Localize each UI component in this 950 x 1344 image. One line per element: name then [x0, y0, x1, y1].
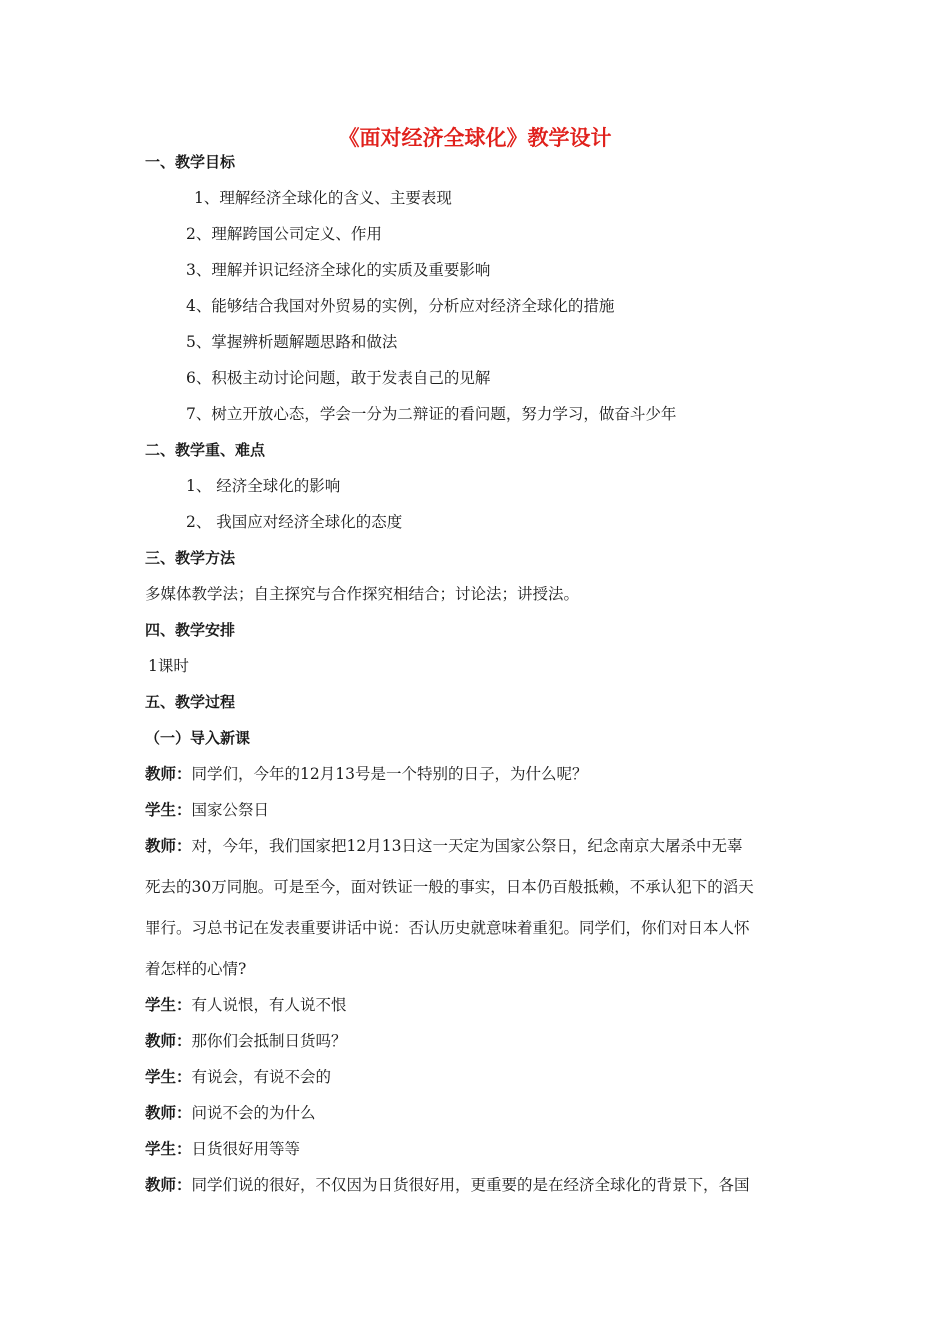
document-title: 《面对经济全球化》教学设计	[338, 126, 612, 150]
dialogue-text: 同学们说的很好，不仅因为日货很好用，更重要的是在经济全球化的背景下，各国	[191, 1176, 750, 1194]
method-text: 多媒体教学法；自主探究与合作探究相结合；讨论法；讲授法。	[145, 585, 580, 603]
teacher-label: 教师：	[145, 765, 192, 783]
dialogue-line	[145, 1029, 825, 1053]
dialogue-line	[145, 798, 825, 822]
dialogue-text: 有说会，有说不会的	[191, 1068, 332, 1086]
section-heading-method: 三、教学方法	[145, 549, 236, 567]
goal-item: 4、能够结合我国对外贸易的实例，分析应对经济全球化的措施	[186, 297, 615, 315]
dialogue-continuation: 死去的30万同胞。可是至今，面对铁证一般的事实，日本仍百般抵赖，不承认犯下的滔天	[145, 878, 754, 896]
dialogue-line	[145, 1137, 825, 1161]
goal-item: 7、树立开放心态，学会一分为二辩证的看问题，努力学习，做奋斗少年	[186, 405, 677, 423]
dialogue-text: 有人说恨，有人说不恨	[191, 996, 347, 1014]
dialogue-text: 问说不会的为什么	[191, 1104, 316, 1122]
section-heading-process: 五、教学过程	[145, 693, 236, 711]
dialogue-continuation: 着怎样的心情?	[145, 960, 247, 978]
section-heading-goals: 一、教学目标	[145, 153, 236, 171]
dialogue-text: 那你们会抵制日货吗？	[191, 1032, 347, 1050]
student-label: 学生：	[145, 1140, 192, 1158]
goal-item: 5、掌握辨析题解题思路和做法	[186, 333, 398, 351]
section-heading-arrangement: 四、教学安排	[145, 621, 236, 639]
dialogue-continuation: 罪行。习总书记在发表重要讲话中说：否认历史就意味着重犯。同学们，你们对日本人怀	[145, 919, 750, 937]
dialogue-line	[145, 834, 825, 858]
teacher-label: 教师：	[145, 1176, 192, 1194]
goal-item: 3、理解并识记经济全球化的实质及重要影响	[186, 261, 491, 279]
student-label: 学生：	[145, 1068, 192, 1086]
dialogue-line	[145, 1173, 825, 1197]
section-heading-key-points: 二、教学重、难点	[145, 441, 266, 459]
dialogue-line	[145, 762, 825, 786]
dialogue-line	[145, 993, 825, 1017]
dialogue-text: 国家公祭日	[191, 801, 270, 819]
key-point-item: 2、 我国应对经济全球化的态度	[186, 513, 403, 531]
dialogue-text: 日货很好用等等	[191, 1140, 301, 1158]
dialogue-text: 对，今年，我们国家把12月13日这一天定为国家公祭日，纪念南京大屠杀中无辜	[191, 837, 743, 855]
key-point-item: 1、 经济全球化的影响	[186, 477, 341, 495]
teacher-label: 教师：	[145, 1104, 192, 1122]
subsection-heading: （一）导入新课	[145, 729, 251, 747]
goal-item: 2、理解跨国公司定义、作用	[186, 225, 382, 243]
teacher-label: 教师：	[145, 1032, 192, 1050]
arrangement-text: 1课时	[148, 657, 189, 675]
dialogue-text: 同学们，今年的12月13号是一个特别的日子，为什么呢？	[191, 765, 588, 783]
dialogue-line	[145, 1101, 825, 1125]
teacher-label: 教师：	[145, 837, 192, 855]
goal-item: 6、积极主动讨论问题，敢于发表自己的见解	[186, 369, 491, 387]
student-label: 学生：	[145, 801, 192, 819]
dialogue-line	[145, 1065, 825, 1089]
goal-item: 1、理解经济全球化的含义、主要表现	[194, 189, 452, 207]
student-label: 学生：	[145, 996, 192, 1014]
